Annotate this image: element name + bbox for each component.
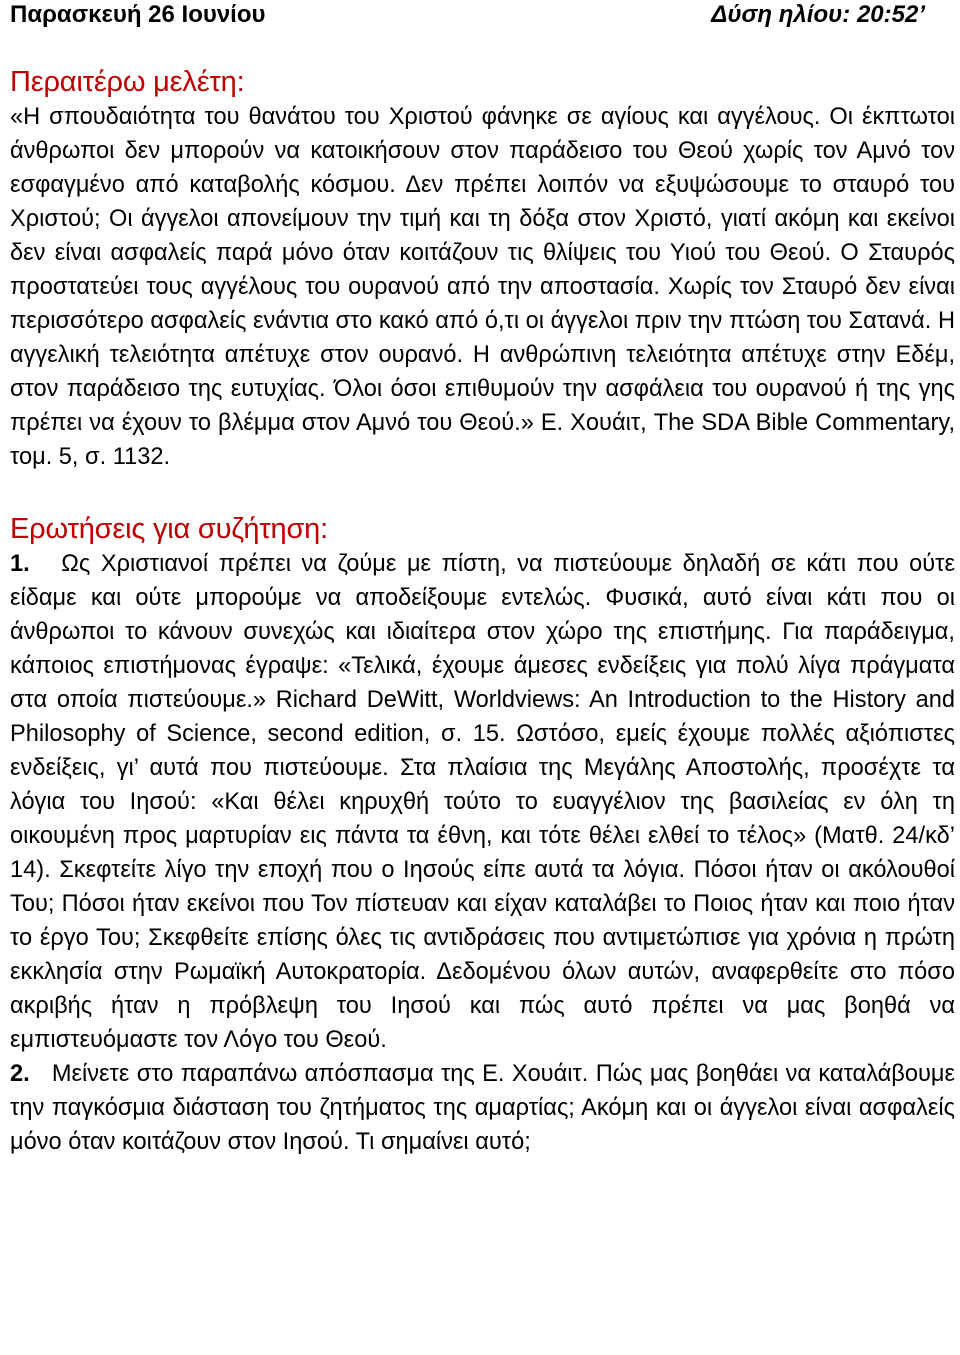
document-page [10, 0, 955, 1159]
further-study-text: «Η σπουδαιότητα του θανάτου του Χριστού φάνηκε σε αγίους και αγγέλους. Οι έκπτωτοι άνθρωποι δεν μπορούν να κατοικήσουν στον παράδεισο του Θεού χωρίς τον Αμνό τον εσφαγμένο από καταβολής κόσμου. Δεν πρέπει λοιπόν να εξυψώσουμε το σταυρό του Χριστού; Οι άγγελοι απονείμουν την τιμή και τη δόξα στον Χριστό, γιατί ακόμη και εκείνοι δεν είναι ασφαλείς παρά μόνο όταν κοιτάζουν τις θλίψεις του Υιού του Θεού. Ο Σταυρός προστατεύει τους αγγέλους του ουρανού από την αποστασία. Χωρίς τον Σταυρό δεν είναι περισσότερο ασφαλείς ενάντια στο κακό από ό,τι οι άγγελοι πριν την πτώση του Σατανά. Η αγγελική τελειότητα απέτυχε στον ουρανό. Η ανθρώπινη τελειότητα απέτυχε στην Εδέμ, στον παράδεισο της ευτυχίας. Όλοι όσοι επιθυμούν την ασφάλεια του ουρανού ή της γης πρέπει να έχουν το βλέμμα στον Αμνό του Θεού.» Ε. Χουάιτ, The SDA Bible Commentary, τομ. 5, σ. 1132. [10, 104, 955, 470]
question-number: 1. [10, 551, 30, 577]
page-header [10, 0, 955, 34]
header-date: Παρασκευή 26 Ιουνίου [10, 1, 266, 28]
question-text: Ως Χριστιανοί πρέπει να ζούμε με πίστη, να πιστεύουμε δηλαδή σε κάτι που ούτε είδαμε και ούτε μπορούμε να αποδείξουμε εντελώς. Φυσικά, αυτό είναι κάτι που οι άνθρωποι το κάνουν συνεχώς και ιδιαίτερα στον χώρο της επιστήμης. Για παράδειγμα, κάποιος επιστήμονας έγραψε: «Τελικά, έχουμε άμεσες ενδείξεις για πολύ λίγα πράγματα στα οποία πιστεύουμε.» Richard DeWitt, Worldviews: An Introduction to the History and Philosophy of Science, second edition, σ. 15. Ωστόσο, εμείς έχουμε πολλές αξιόπιστες ενδείξεις, γι’ αυτά που πιστεύουμε. Στα πλαίσια της Μεγάλης Αποστολής, προσέχτε τα λόγια του Ιησού: «Και θέλει κηρυχθή τούτο το ευαγγέλιον της βασιλείας εν όλη τη οικουμένη προς μαρτυρίαν εις πάντα τα έθνη, και τότε θέλει ελθεί το τέλος» (Ματθ. 24/κδ’ 14). Σκεφτείτε λίγο την εποχή που ο Ιησούς είπε αυτά τα λόγια. Πόσοι ήταν οι ακόλουθοί Του; Πόσοι ήταν εκείνοι που Τον πίστευαν και είχαν καταλάβει το Ποιος ήταν και ποιο ήταν το έργο Του; Σκεφθείτε επίσης όλες τις αντιδράσεις που αντιμετώπισε για χρόνια η πρώτη εκκλησία στην Ρωμαϊκή Αυτοκρατορία. Δεδομένου όλων αυτών, αναφερθείτε στο πόσο ακριβής ήταν η πρόβλεψη του Ιησού και πώς αυτό πρέπει να μας βοηθά να εμπιστευόμαστε τον Λόγο του Θεού. [10, 551, 955, 1053]
header-sunset-time: Δύση ηλίου: 20:52’ [711, 1, 925, 28]
discussion-question-1 [10, 547, 955, 1057]
discussion-question-2 [10, 1057, 955, 1159]
further-study-title: Περαιτέρω μελέτη: [10, 66, 245, 98]
discussion-title: Ερωτήσεις για συζήτηση: [10, 513, 328, 545]
question-text: Μείνετε στο παραπάνω απόσπασμα της Ε. Χουάιτ. Πώς μας βοηθάει να καταλάβουμε την παγκόσμια διάσταση του ζητήματος της αμαρτίας; Ακόμη και οι άγγελοι είναι ασφαλείς μόνο όταν κοιτάζουν στον Ιησού. Τι σημαίνει αυτό; [10, 1061, 955, 1155]
question-number: 2. [10, 1061, 30, 1087]
